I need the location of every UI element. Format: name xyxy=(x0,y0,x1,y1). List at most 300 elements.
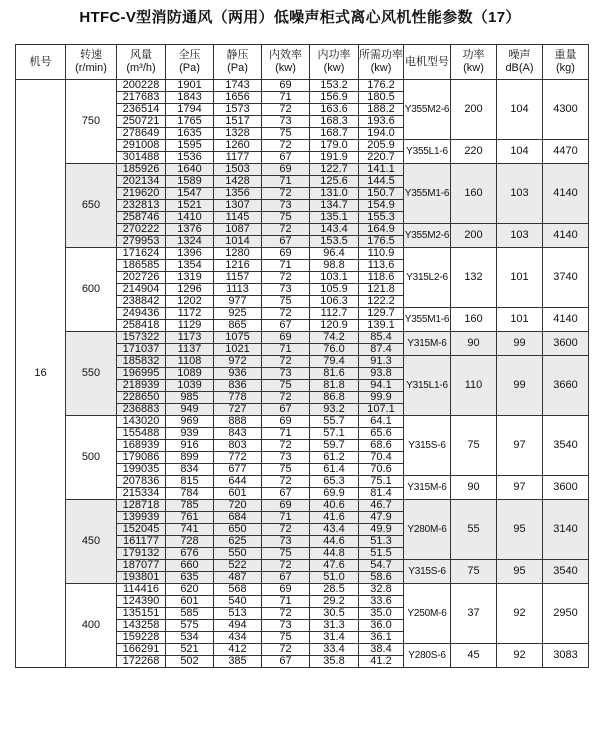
data-cell: 834 xyxy=(166,464,214,476)
data-cell: 1075 xyxy=(214,332,262,344)
data-cell: 1521 xyxy=(166,200,214,212)
data-cell: 1640 xyxy=(166,164,214,176)
data-cell: 1656 xyxy=(214,92,262,104)
data-cell: 155.3 xyxy=(359,212,404,224)
data-cell: 73 xyxy=(262,452,310,464)
data-cell: 131.0 xyxy=(310,188,359,200)
data-cell: 969 xyxy=(166,416,214,428)
data-cell: 152045 xyxy=(117,524,166,536)
data-cell: 677 xyxy=(214,464,262,476)
data-cell: 1319 xyxy=(166,272,214,284)
data-cell: 43.4 xyxy=(310,524,359,536)
data-cell: 676 xyxy=(166,548,214,560)
data-cell: 157322 xyxy=(117,332,166,344)
data-cell: 1014 xyxy=(214,236,262,248)
data-cell: 55.7 xyxy=(310,416,359,428)
column-header-label: 全压 xyxy=(178,49,201,61)
column-header xyxy=(451,45,497,80)
data-cell: 67 xyxy=(262,152,310,164)
motor-power-cell: 220 xyxy=(451,140,497,164)
data-cell: 31.3 xyxy=(310,620,359,632)
data-cell: 977 xyxy=(214,296,262,308)
data-cell: 291008 xyxy=(117,140,166,152)
motor-power-cell: 75 xyxy=(451,560,497,584)
data-cell: 741 xyxy=(166,524,214,536)
data-cell: 772 xyxy=(214,452,262,464)
data-cell: 103.1 xyxy=(310,272,359,284)
data-cell: 186585 xyxy=(117,260,166,272)
data-cell: 205.9 xyxy=(359,140,404,152)
data-cell: 30.5 xyxy=(310,608,359,620)
data-cell: 85.4 xyxy=(359,332,404,344)
column-header-label: 机号 xyxy=(29,55,52,68)
column-header xyxy=(310,45,359,80)
data-cell: 122.2 xyxy=(359,296,404,308)
data-cell: 93.2 xyxy=(310,404,359,416)
data-cell: 114416 xyxy=(117,584,166,596)
data-cell: 865 xyxy=(214,320,262,332)
column-header-label: 所需功率 xyxy=(359,49,403,61)
data-cell: 513 xyxy=(214,608,262,620)
data-cell: 1280 xyxy=(214,248,262,260)
data-cell: 785 xyxy=(166,500,214,512)
data-cell: 71 xyxy=(262,428,310,440)
data-cell: 134.7 xyxy=(310,200,359,212)
data-cell: 196995 xyxy=(117,368,166,380)
motor-power-cell: 55 xyxy=(451,500,497,560)
data-cell: 171624 xyxy=(117,248,166,260)
data-cell: 1517 xyxy=(214,116,262,128)
data-cell: 75 xyxy=(262,380,310,392)
data-cell: 150.7 xyxy=(359,188,404,200)
noise-cell: 95 xyxy=(497,560,543,584)
data-cell: 71 xyxy=(262,176,310,188)
data-cell: 47.9 xyxy=(359,512,404,524)
data-cell: 113.6 xyxy=(359,260,404,272)
noise-cell: 92 xyxy=(497,644,543,668)
weight-cell: 2950 xyxy=(543,584,589,644)
data-cell: 58.6 xyxy=(359,572,404,584)
data-cell: 1108 xyxy=(166,356,214,368)
data-cell: 122.7 xyxy=(310,164,359,176)
data-cell: 72 xyxy=(262,356,310,368)
column-header-label: 内功率 xyxy=(317,49,351,61)
data-cell: 1635 xyxy=(166,128,214,140)
data-cell: 1356 xyxy=(214,188,262,200)
data-cell: 106.3 xyxy=(310,296,359,308)
data-cell: 1396 xyxy=(166,248,214,260)
motor-model-cell: Y315S-6 xyxy=(404,416,451,476)
motor-power-cell: 200 xyxy=(451,80,497,140)
data-cell: 1376 xyxy=(166,224,214,236)
noise-cell: 101 xyxy=(497,308,543,332)
weight-cell: 3600 xyxy=(543,332,589,356)
data-cell: 94.1 xyxy=(359,380,404,392)
data-cell: 107.1 xyxy=(359,404,404,416)
data-cell: 843 xyxy=(214,428,262,440)
column-header-label: 转速 xyxy=(80,49,102,61)
data-cell: 70.6 xyxy=(359,464,404,476)
column-header xyxy=(497,45,543,80)
column-header xyxy=(543,45,589,80)
data-cell: 258418 xyxy=(117,320,166,332)
data-cell: 135.1 xyxy=(310,212,359,224)
data-cell: 69 xyxy=(262,416,310,428)
data-cell: 836 xyxy=(214,380,262,392)
data-cell: 75 xyxy=(262,212,310,224)
noise-cell: 104 xyxy=(497,140,543,164)
weight-cell: 3660 xyxy=(543,356,589,416)
data-cell: 44.6 xyxy=(310,536,359,548)
data-cell: 70.4 xyxy=(359,452,404,464)
data-cell: 47.6 xyxy=(310,560,359,572)
data-cell: 65.6 xyxy=(359,428,404,440)
data-cell: 301488 xyxy=(117,152,166,164)
motor-power-cell: 45 xyxy=(451,644,497,668)
table-row xyxy=(16,164,589,176)
data-cell: 67 xyxy=(262,404,310,416)
data-cell: 73 xyxy=(262,284,310,296)
data-cell: 1536 xyxy=(166,152,214,164)
data-cell: 1129 xyxy=(166,320,214,332)
data-cell: 487 xyxy=(214,572,262,584)
motor-power-cell: 90 xyxy=(451,332,497,356)
data-cell: 236514 xyxy=(117,104,166,116)
data-cell: 144.5 xyxy=(359,176,404,188)
data-cell: 121.8 xyxy=(359,284,404,296)
data-cell: 81.4 xyxy=(359,488,404,500)
data-cell: 219620 xyxy=(117,188,166,200)
data-cell: 69 xyxy=(262,500,310,512)
data-cell: 68.6 xyxy=(359,440,404,452)
data-cell: 949 xyxy=(166,404,214,416)
weight-cell: 3540 xyxy=(543,560,589,584)
motor-power-cell: 37 xyxy=(451,584,497,644)
data-cell: 179086 xyxy=(117,452,166,464)
data-cell: 625 xyxy=(214,536,262,548)
data-cell: 1137 xyxy=(166,344,214,356)
data-cell: 72 xyxy=(262,644,310,656)
data-cell: 899 xyxy=(166,452,214,464)
data-cell: 1145 xyxy=(214,212,262,224)
motor-model-cell: Y315L2-6 xyxy=(404,248,451,308)
data-cell: 69 xyxy=(262,248,310,260)
motor-model-cell: Y315M-6 xyxy=(404,476,451,500)
data-cell: 1173 xyxy=(166,332,214,344)
column-header xyxy=(262,45,310,80)
noise-cell: 95 xyxy=(497,500,543,560)
column-header-label: 内效率 xyxy=(269,49,302,61)
data-cell: 73 xyxy=(262,536,310,548)
data-cell: 1172 xyxy=(166,308,214,320)
data-cell: 36.0 xyxy=(359,620,404,632)
table-body xyxy=(16,80,589,668)
data-cell: 51.3 xyxy=(359,536,404,548)
data-cell: 1743 xyxy=(214,80,262,92)
data-cell: 72 xyxy=(262,188,310,200)
data-cell: 502 xyxy=(166,656,214,668)
data-cell: 59.7 xyxy=(310,440,359,452)
data-cell: 238842 xyxy=(117,296,166,308)
data-cell: 1113 xyxy=(214,284,262,296)
data-cell: 129.7 xyxy=(359,308,404,320)
data-cell: 1328 xyxy=(214,128,262,140)
data-cell: 202134 xyxy=(117,176,166,188)
weight-cell: 3140 xyxy=(543,500,589,560)
column-header-label: 风量 xyxy=(130,49,152,61)
motor-model-cell: Y355M2-6 xyxy=(404,224,451,248)
weight-cell: 4300 xyxy=(543,80,589,140)
data-cell: 141.1 xyxy=(359,164,404,176)
data-cell: 163.6 xyxy=(310,104,359,116)
data-cell: 79.4 xyxy=(310,356,359,368)
data-cell: 81.8 xyxy=(310,380,359,392)
noise-cell: 104 xyxy=(497,80,543,140)
data-cell: 69 xyxy=(262,164,310,176)
data-cell: 125.6 xyxy=(310,176,359,188)
data-cell: 179132 xyxy=(117,548,166,560)
data-cell: 72 xyxy=(262,104,310,116)
data-cell: 187077 xyxy=(117,560,166,572)
data-cell: 650 xyxy=(214,524,262,536)
motor-model-cell: Y355L1-6 xyxy=(404,140,451,164)
data-cell: 72 xyxy=(262,560,310,572)
data-cell: 33.6 xyxy=(359,596,404,608)
data-cell: 67 xyxy=(262,320,310,332)
data-cell: 176.2 xyxy=(359,80,404,92)
data-cell: 159228 xyxy=(117,632,166,644)
data-cell: 75 xyxy=(262,296,310,308)
data-cell: 38.4 xyxy=(359,644,404,656)
data-cell: 180.5 xyxy=(359,92,404,104)
table-header xyxy=(16,45,589,80)
data-cell: 69 xyxy=(262,584,310,596)
data-cell: 73 xyxy=(262,368,310,380)
data-cell: 154.9 xyxy=(359,200,404,212)
data-cell: 1021 xyxy=(214,344,262,356)
data-cell: 218939 xyxy=(117,380,166,392)
data-cell: 522 xyxy=(214,560,262,572)
table-row xyxy=(16,80,589,92)
data-cell: 1307 xyxy=(214,200,262,212)
data-cell: 1039 xyxy=(166,380,214,392)
data-cell: 71 xyxy=(262,92,310,104)
data-cell: 720 xyxy=(214,500,262,512)
data-cell: 191.9 xyxy=(310,152,359,164)
data-cell: 258746 xyxy=(117,212,166,224)
data-cell: 215334 xyxy=(117,488,166,500)
column-header-unit: (kw) xyxy=(370,62,392,74)
data-cell: 188.2 xyxy=(359,104,404,116)
data-cell: 168939 xyxy=(117,440,166,452)
data-cell: 220.7 xyxy=(359,152,404,164)
data-cell: 96.4 xyxy=(310,248,359,260)
motor-power-cell: 160 xyxy=(451,164,497,224)
data-cell: 228650 xyxy=(117,392,166,404)
data-cell: 1843 xyxy=(166,92,214,104)
column-header-label: 重量 xyxy=(554,49,577,61)
data-cell: 1547 xyxy=(166,188,214,200)
data-cell: 75.1 xyxy=(359,476,404,488)
data-cell: 1324 xyxy=(166,236,214,248)
data-cell: 1260 xyxy=(214,140,262,152)
data-cell: 69.9 xyxy=(310,488,359,500)
data-cell: 54.7 xyxy=(359,560,404,572)
table-row xyxy=(16,248,589,260)
data-cell: 217683 xyxy=(117,92,166,104)
data-cell: 434 xyxy=(214,632,262,644)
data-cell: 135151 xyxy=(117,608,166,620)
data-cell: 534 xyxy=(166,632,214,644)
table-row xyxy=(16,500,589,512)
column-header-label: 功率 xyxy=(462,49,485,61)
data-cell: 250721 xyxy=(117,116,166,128)
data-cell: 1202 xyxy=(166,296,214,308)
data-cell: 67 xyxy=(262,236,310,248)
data-cell: 75 xyxy=(262,128,310,140)
machine-no-cell: 16 xyxy=(16,80,66,668)
data-cell: 76.0 xyxy=(310,344,359,356)
motor-power-cell: 90 xyxy=(451,476,497,500)
weight-cell: 4140 xyxy=(543,224,589,248)
motor-model-cell: Y355M1-6 xyxy=(404,308,451,332)
weight-cell: 3540 xyxy=(543,416,589,476)
data-cell: 51.0 xyxy=(310,572,359,584)
data-cell: 784 xyxy=(166,488,214,500)
motor-model-cell: Y315L1-6 xyxy=(404,356,451,416)
data-cell: 120.9 xyxy=(310,320,359,332)
data-cell: 31.4 xyxy=(310,632,359,644)
data-cell: 124390 xyxy=(117,596,166,608)
data-cell: 67 xyxy=(262,572,310,584)
data-cell: 172268 xyxy=(117,656,166,668)
column-header xyxy=(16,45,66,80)
data-cell: 194.0 xyxy=(359,128,404,140)
speed-cell: 400 xyxy=(66,584,117,668)
column-header-unit: dB(A) xyxy=(505,62,534,74)
data-cell: 232813 xyxy=(117,200,166,212)
data-cell: 74.2 xyxy=(310,332,359,344)
data-cell: 51.5 xyxy=(359,548,404,560)
motor-power-cell: 110 xyxy=(451,356,497,416)
data-cell: 93.8 xyxy=(359,368,404,380)
data-cell: 1296 xyxy=(166,284,214,296)
data-cell: 71 xyxy=(262,596,310,608)
motor-power-cell: 75 xyxy=(451,416,497,476)
data-cell: 61.2 xyxy=(310,452,359,464)
speed-cell: 600 xyxy=(66,248,117,332)
data-cell: 385 xyxy=(214,656,262,668)
data-cell: 660 xyxy=(166,560,214,572)
column-header xyxy=(214,45,262,80)
data-cell: 61.4 xyxy=(310,464,359,476)
data-cell: 168.3 xyxy=(310,116,359,128)
motor-power-cell: 160 xyxy=(451,308,497,332)
data-cell: 71 xyxy=(262,260,310,272)
motor-model-cell: Y250M-6 xyxy=(404,584,451,644)
column-header-unit: (Pa) xyxy=(227,62,248,74)
column-header-label: 噪声 xyxy=(508,49,531,61)
data-cell: 916 xyxy=(166,440,214,452)
motor-model-cell: Y355M2-6 xyxy=(404,80,451,140)
data-cell: 761 xyxy=(166,512,214,524)
table-row xyxy=(16,584,589,596)
data-cell: 601 xyxy=(166,596,214,608)
data-cell: 601 xyxy=(214,488,262,500)
data-cell: 1573 xyxy=(214,104,262,116)
data-cell: 1089 xyxy=(166,368,214,380)
data-cell: 179.0 xyxy=(310,140,359,152)
data-cell: 249436 xyxy=(117,308,166,320)
data-cell: 164.9 xyxy=(359,224,404,236)
data-cell: 153.2 xyxy=(310,80,359,92)
data-cell: 46.7 xyxy=(359,500,404,512)
data-cell: 1595 xyxy=(166,140,214,152)
data-cell: 49.9 xyxy=(359,524,404,536)
noise-cell: 97 xyxy=(497,476,543,500)
data-cell: 44.8 xyxy=(310,548,359,560)
data-cell: 32.8 xyxy=(359,584,404,596)
data-cell: 112.7 xyxy=(310,308,359,320)
noise-cell: 103 xyxy=(497,164,543,224)
data-cell: 72 xyxy=(262,140,310,152)
weight-cell: 4140 xyxy=(543,308,589,332)
motor-model-cell: Y315M-6 xyxy=(404,332,451,356)
noise-cell: 92 xyxy=(497,584,543,644)
column-header-unit: (r/min) xyxy=(75,62,107,74)
data-cell: 72 xyxy=(262,608,310,620)
weight-cell: 3740 xyxy=(543,248,589,308)
data-cell: 75 xyxy=(262,632,310,644)
data-cell: 99.9 xyxy=(359,392,404,404)
data-cell: 1589 xyxy=(166,176,214,188)
data-cell: 69 xyxy=(262,332,310,344)
page-title: HTFC-V型消防通风（两用）低噪声柜式离心风机性能参数（17） xyxy=(79,9,521,26)
data-cell: 635 xyxy=(166,572,214,584)
data-cell: 1410 xyxy=(166,212,214,224)
data-cell: 105.9 xyxy=(310,284,359,296)
data-cell: 67 xyxy=(262,656,310,668)
column-header xyxy=(117,45,166,80)
data-cell: 72 xyxy=(262,392,310,404)
data-cell: 684 xyxy=(214,512,262,524)
data-cell: 67 xyxy=(262,488,310,500)
data-cell: 778 xyxy=(214,392,262,404)
data-cell: 155488 xyxy=(117,428,166,440)
data-cell: 412 xyxy=(214,644,262,656)
data-cell: 644 xyxy=(214,476,262,488)
data-cell: 214904 xyxy=(117,284,166,296)
data-cell: 236883 xyxy=(117,404,166,416)
data-cell: 1354 xyxy=(166,260,214,272)
data-cell: 98.8 xyxy=(310,260,359,272)
data-cell: 1901 xyxy=(166,80,214,92)
motor-model-cell: Y280S-6 xyxy=(404,644,451,668)
data-cell: 36.1 xyxy=(359,632,404,644)
motor-power-cell: 200 xyxy=(451,224,497,248)
column-header-unit: (m³/h) xyxy=(126,62,156,74)
data-cell: 41.6 xyxy=(310,512,359,524)
data-cell: 73 xyxy=(262,116,310,128)
data-cell: 33.4 xyxy=(310,644,359,656)
weight-cell: 4470 xyxy=(543,140,589,164)
motor-model-cell: Y315S-6 xyxy=(404,560,451,584)
speed-cell: 550 xyxy=(66,332,117,416)
data-cell: 41.2 xyxy=(359,656,404,668)
data-cell: 75 xyxy=(262,464,310,476)
column-header-unit: (kw) xyxy=(323,62,345,74)
data-cell: 73 xyxy=(262,200,310,212)
